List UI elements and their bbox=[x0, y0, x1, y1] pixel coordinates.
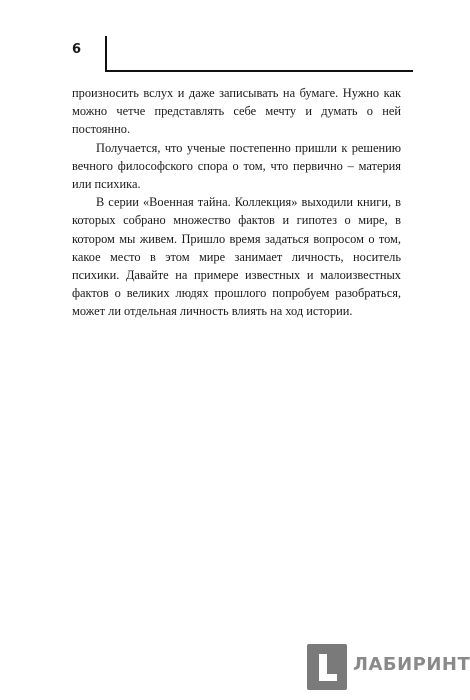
paragraph-2: Получается, что ученые постепенно пришли к решению вечного философского спора о том, что первично – материя или психика. bbox=[72, 140, 401, 192]
labirint-l-icon bbox=[307, 644, 347, 690]
labirint-watermark bbox=[303, 638, 470, 700]
header-vertical-rule bbox=[105, 36, 107, 72]
paragraph-1: произносить вслух и даже записывать на бумаге. Нужно как можно четче представлять себе мечту и думать о ней постоянно. bbox=[72, 86, 401, 137]
page-header bbox=[0, 0, 451, 80]
body-text bbox=[72, 84, 401, 321]
header-horizontal-rule bbox=[105, 70, 413, 72]
paragraph-3: В серии «Военная тайна. Коллекция» выходили книги, в которых собрано множество фактов и гипотез о мире, в котором мы живем. Пришло время задаться вопросом о том, какое место в этом мире занимает личность, носитель психики. Давайте на примере известных и малоизвестных фактов о великих людях прошлого попробуем разобраться, может ли отдельная личность влиять на ход истории. bbox=[72, 195, 401, 319]
watermark-text: ЛАБИРИНТ bbox=[353, 654, 470, 675]
labirint-logo-icon bbox=[307, 644, 347, 690]
page-number: 6 bbox=[72, 42, 82, 57]
